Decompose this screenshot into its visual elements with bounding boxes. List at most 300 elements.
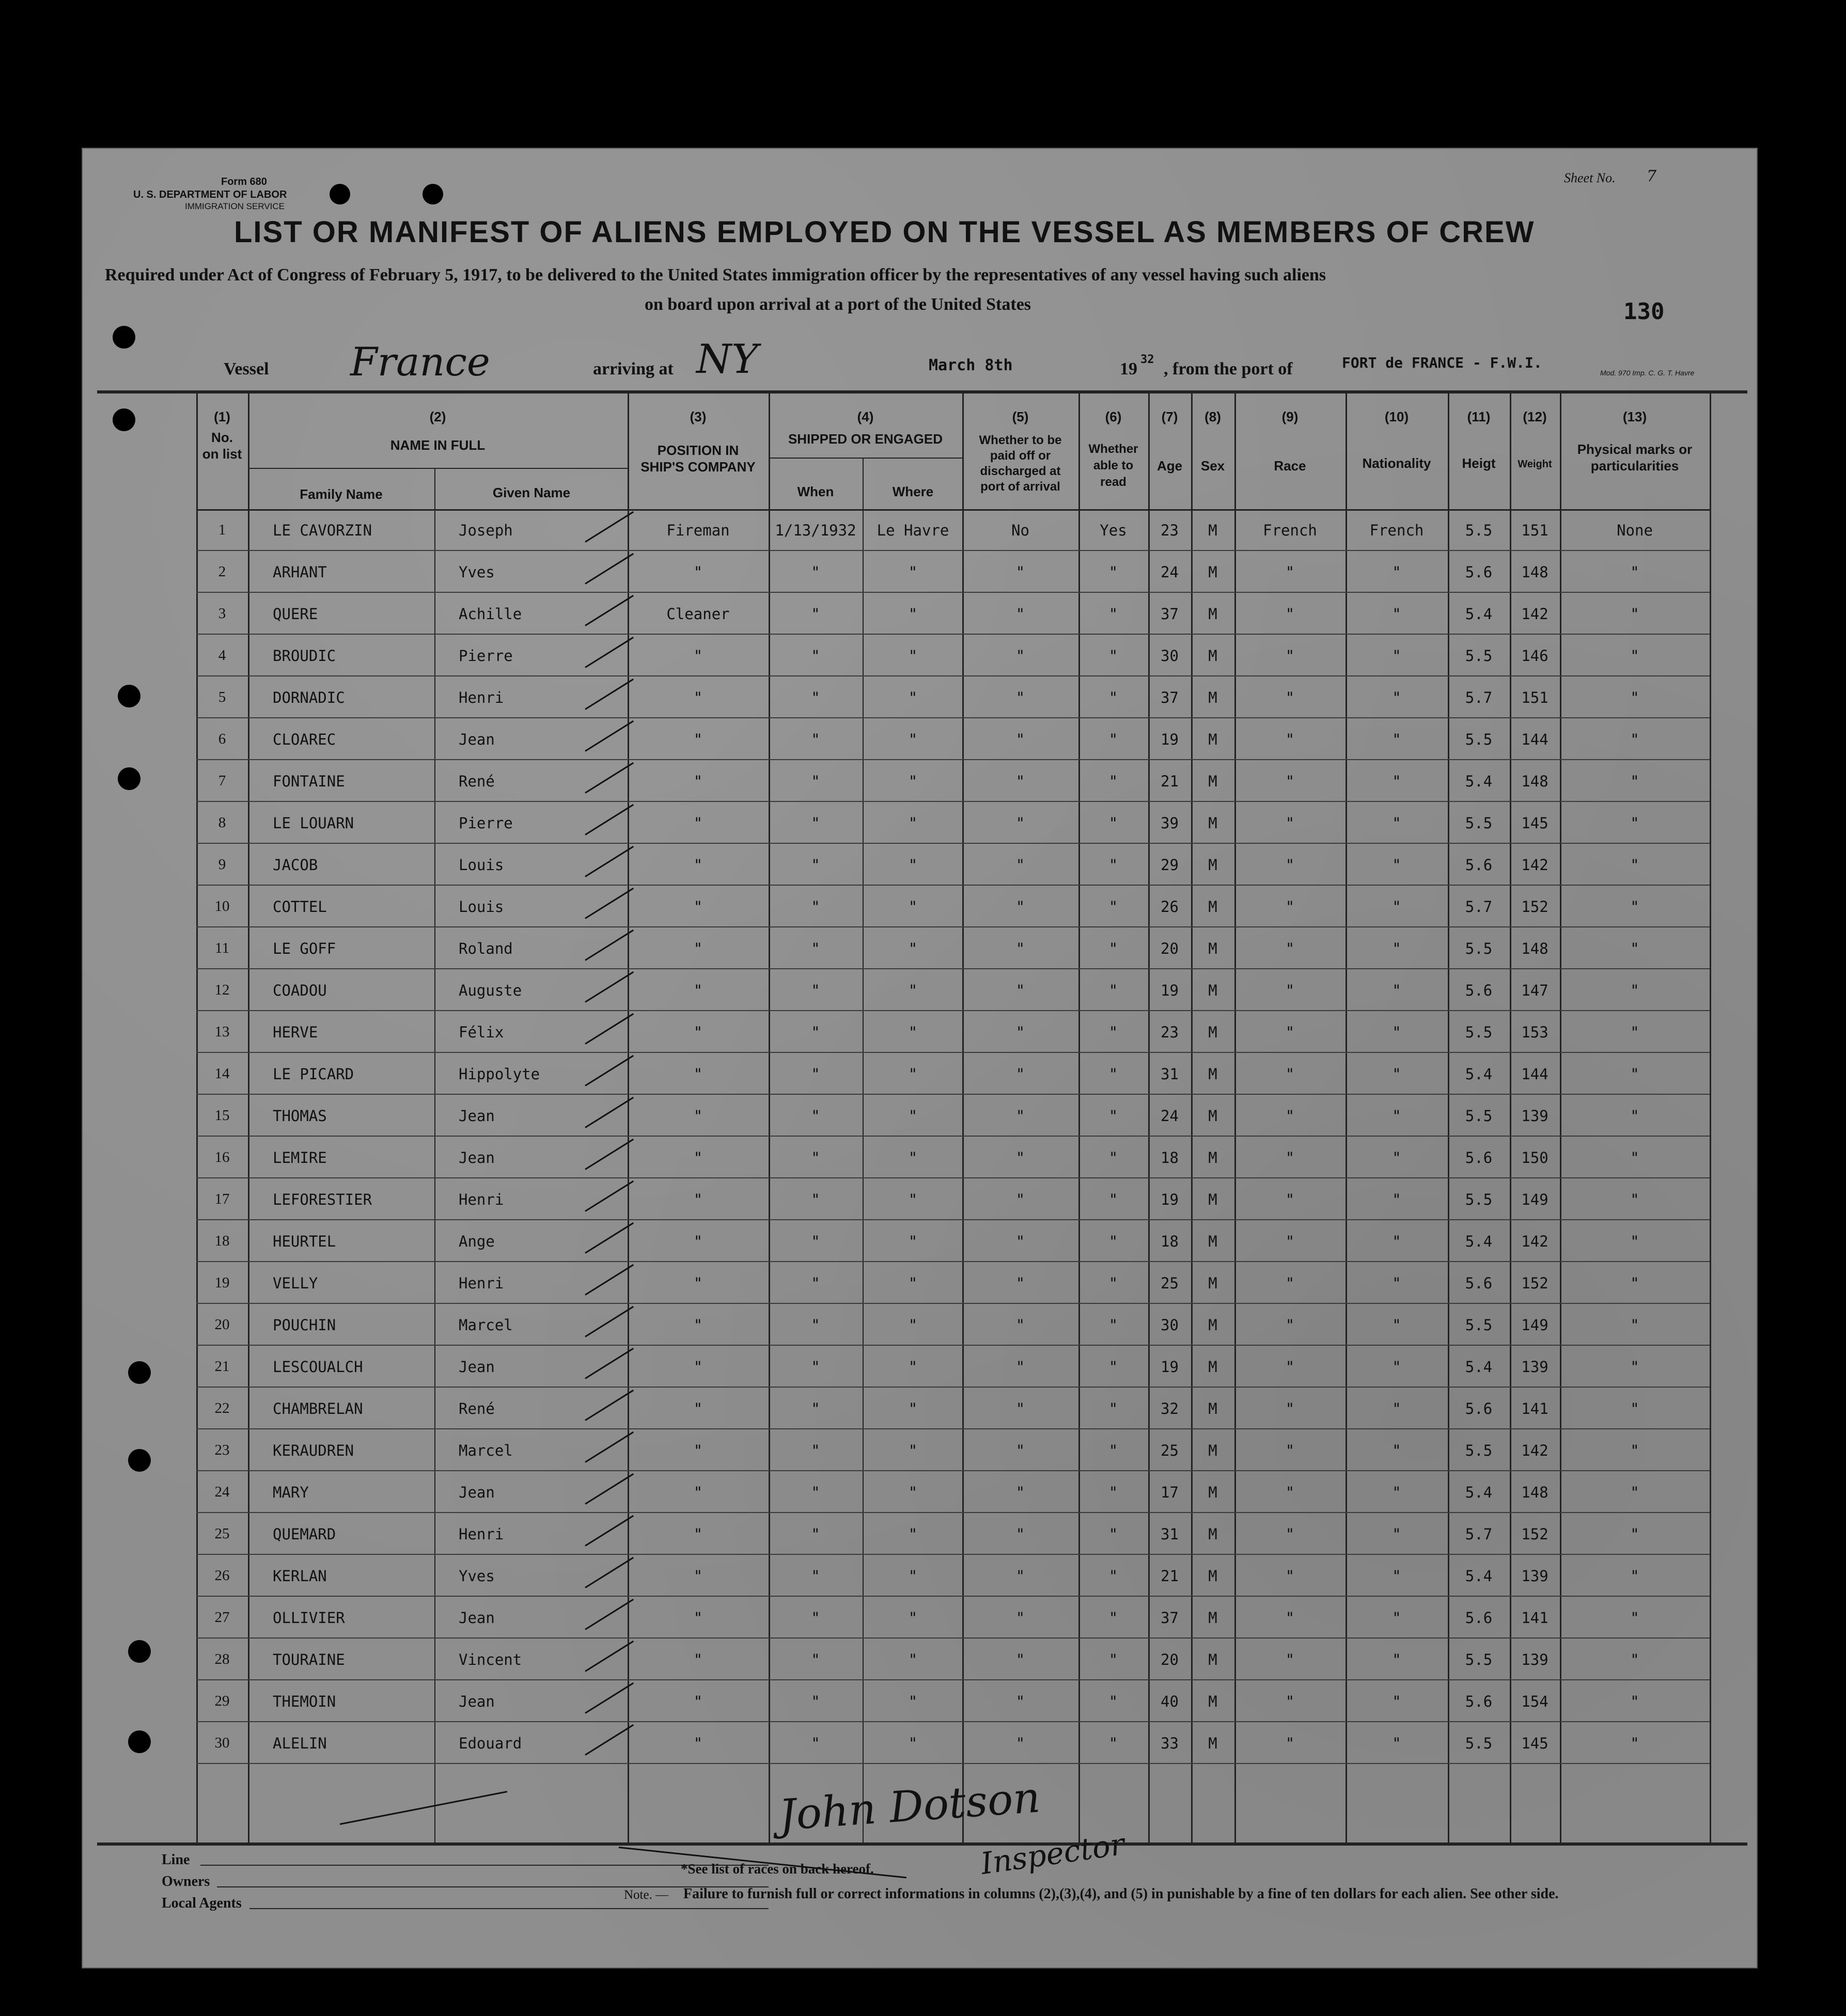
row-rule [196, 1763, 1710, 1764]
cell-position: " [693, 1609, 703, 1627]
cell-where: " [908, 1567, 918, 1585]
cell-age: 20 [1161, 1650, 1179, 1668]
cell-no: 3 [218, 605, 226, 622]
cell-when: " [811, 730, 820, 748]
cell-when: " [811, 1107, 820, 1125]
cell-position: " [693, 981, 703, 999]
cell-height: 5.4 [1465, 1483, 1493, 1501]
cell-position: " [693, 1567, 703, 1585]
cell-when: " [811, 814, 820, 832]
check-stroke [585, 888, 634, 919]
cell-marks: " [1630, 856, 1639, 874]
cell-sex: M [1208, 1567, 1217, 1585]
table-row [82, 1137, 1758, 1178]
cell-height: 5.5 [1465, 814, 1493, 832]
cell-given: Joseph [459, 521, 513, 539]
cell-where: " [908, 1441, 918, 1459]
cell-given: Marcel [459, 1316, 513, 1334]
cell-marks: " [1630, 1148, 1639, 1167]
cell-no: 13 [214, 1023, 230, 1040]
cell-given: Louis [459, 856, 504, 874]
cell-position: " [693, 1441, 703, 1459]
cell-read: " [1108, 1567, 1118, 1585]
cell-age: 19 [1161, 730, 1179, 748]
cell-age: 32 [1161, 1399, 1179, 1418]
col9-number: (9) [1281, 409, 1299, 424]
table-row [82, 802, 1758, 844]
cell-sex: M [1208, 1065, 1217, 1083]
cell-sex: M [1208, 1107, 1217, 1125]
cell-height: 5.5 [1465, 1023, 1493, 1041]
cell-read: " [1108, 1316, 1118, 1334]
cell-no: 29 [214, 1693, 230, 1709]
cell-when: 1/13/1932 [775, 521, 856, 539]
check-stroke [585, 1473, 634, 1505]
note-text: Failure to furnish full or correct informations in columns (2),(3),(4), and (5) in punishable by a fine of ten dollars for each alien. See other side. [683, 1886, 1559, 1902]
cell-age: 37 [1161, 605, 1179, 623]
cell-no: 1 [218, 522, 226, 538]
table-row [82, 1053, 1758, 1095]
cell-no: 26 [214, 1567, 230, 1584]
cell-age: 39 [1161, 814, 1179, 832]
cell-when: " [811, 1650, 820, 1668]
cell-paid-off: " [1015, 897, 1025, 916]
col1-header: No. on list [202, 430, 242, 462]
cell-sex: M [1208, 1483, 1217, 1501]
check-stroke [585, 1348, 634, 1379]
cell-race: " [1285, 1274, 1295, 1292]
cell-sex: M [1208, 647, 1217, 665]
cell-position: " [693, 1483, 703, 1501]
cell-paid-off: " [1015, 1692, 1025, 1710]
cell-marks: " [1630, 1358, 1639, 1376]
races-note: *See list of races on back hereof. [681, 1861, 874, 1877]
col8-header: Sex [1200, 458, 1225, 474]
cell-given: Henri [459, 1274, 504, 1292]
cell-age: 31 [1161, 1065, 1179, 1083]
cell-paid-off: " [1015, 605, 1025, 623]
cell-where: " [908, 563, 918, 581]
cell-read: " [1108, 1525, 1118, 1543]
cell-weight: 141 [1521, 1609, 1548, 1627]
cell-marks: " [1630, 1399, 1639, 1418]
cell-race: " [1285, 605, 1295, 623]
cell-when: " [811, 1190, 820, 1208]
department-label: U. S. DEPARTMENT OF LABOR [133, 189, 287, 200]
cell-where: " [908, 772, 918, 790]
cell-family: DORNADIC [273, 688, 345, 706]
cell-no: 4 [218, 647, 226, 664]
cell-nationality: " [1392, 1148, 1401, 1167]
cell-given: Achille [459, 605, 522, 623]
cell-height: 5.4 [1465, 1567, 1493, 1585]
cell-height: 5.6 [1465, 1274, 1493, 1292]
cell-no: 19 [214, 1274, 230, 1291]
cell-weight: 142 [1521, 1232, 1548, 1250]
cell-read: " [1108, 897, 1118, 916]
check-stroke [585, 804, 634, 836]
cell-weight: 152 [1521, 897, 1548, 916]
cell-given: Hippolyte [459, 1065, 540, 1083]
cell-family: THEMOIN [273, 1692, 336, 1710]
cell-age: 19 [1161, 981, 1179, 999]
cell-when: " [811, 1441, 820, 1459]
cell-marks: " [1630, 772, 1639, 790]
cell-family: LE CAVORZIN [273, 521, 372, 539]
cell-nationality: " [1392, 897, 1401, 916]
col4-number: (4) [857, 409, 874, 424]
cell-position: " [693, 1525, 703, 1543]
col5-number: (5) [1012, 409, 1029, 424]
cell-sex: M [1208, 1399, 1217, 1418]
cell-marks: " [1630, 1065, 1639, 1083]
cell-sex: M [1208, 1274, 1217, 1292]
check-stroke [585, 553, 634, 585]
cell-no: 6 [218, 731, 226, 747]
cell-where: " [908, 1650, 918, 1668]
cell-read: " [1108, 1441, 1118, 1459]
table-top-rule [97, 390, 1747, 393]
cell-marks: " [1630, 897, 1639, 916]
col2a-header: Family Name [300, 486, 383, 502]
cell-when: " [811, 1065, 820, 1083]
cell-height: 5.5 [1465, 1650, 1493, 1668]
cell-marks: " [1630, 1107, 1639, 1125]
cell-read: " [1108, 981, 1118, 999]
cell-read: " [1108, 647, 1118, 665]
cell-position: " [693, 1148, 703, 1167]
cell-read: " [1108, 1190, 1118, 1208]
cell-no: 25 [214, 1525, 230, 1542]
cell-age: 25 [1161, 1274, 1179, 1292]
col4b-header: Where [892, 484, 934, 499]
cell-where: " [908, 1525, 918, 1543]
cell-race: " [1285, 1650, 1295, 1668]
col10-header: Nationality [1362, 455, 1431, 471]
arriving-label: arriving at [593, 359, 674, 379]
cell-family: VELLY [273, 1274, 318, 1292]
cell-paid-off: " [1015, 1567, 1025, 1585]
cell-age: 33 [1161, 1734, 1179, 1752]
cell-sex: M [1208, 939, 1217, 957]
cell-given: Yves [459, 563, 495, 581]
col5-header: Whether to be paid off or discharged at port of arrival [979, 433, 1062, 494]
cell-position: " [693, 814, 703, 832]
cell-position: " [693, 1399, 703, 1418]
cell-paid-off: " [1015, 1650, 1025, 1668]
cell-family: THOMAS [273, 1107, 327, 1125]
cell-weight: 148 [1521, 939, 1548, 957]
cell-nationality: " [1392, 688, 1401, 706]
cell-where: " [908, 730, 918, 748]
cell-age: 17 [1161, 1483, 1179, 1501]
cell-weight: 148 [1521, 1483, 1548, 1501]
cell-when: " [811, 1232, 820, 1250]
cell-no: 16 [214, 1149, 230, 1166]
arrival-date: March 8th [929, 356, 1013, 374]
year-suffix: 32 [1140, 353, 1154, 366]
cell-weight: 139 [1521, 1567, 1548, 1585]
cell-no: 21 [214, 1358, 230, 1375]
cell-race: " [1285, 730, 1295, 748]
cell-nationality: " [1392, 1567, 1401, 1585]
cell-paid-off: " [1015, 814, 1025, 832]
cell-read: " [1108, 1274, 1118, 1292]
check-stroke [585, 930, 634, 961]
table-row [82, 1011, 1758, 1053]
cell-sex: M [1208, 1023, 1217, 1041]
cell-family: LESCOUALCH [273, 1358, 363, 1376]
cell-age: 37 [1161, 688, 1179, 706]
cell-read: " [1108, 1358, 1118, 1376]
cell-race: " [1285, 814, 1295, 832]
col13-header: Physical marks or particularities [1577, 442, 1693, 474]
cell-where: " [908, 939, 918, 957]
form-number: Form 680 [221, 176, 267, 187]
col3-header: POSITION IN SHIP'S COMPANY [640, 443, 756, 475]
check-stroke [585, 720, 634, 752]
cell-given: Jean [459, 1692, 495, 1710]
col3-number: (3) [690, 409, 707, 424]
cell-sex: M [1208, 1190, 1217, 1208]
cell-position: " [693, 772, 703, 790]
cell-given: René [459, 1399, 495, 1418]
cell-paid-off: " [1015, 688, 1025, 706]
cell-given: Henri [459, 1190, 504, 1208]
cell-when: " [811, 1399, 820, 1418]
cell-height: 5.6 [1465, 981, 1493, 999]
cell-paid-off: " [1015, 1190, 1025, 1208]
cell-read: " [1108, 1232, 1118, 1250]
cell-race: French [1263, 521, 1317, 539]
cell-height: 5.6 [1465, 1148, 1493, 1167]
cell-weight: 150 [1521, 1148, 1548, 1167]
cell-marks: " [1630, 647, 1639, 665]
cell-when: " [811, 856, 820, 874]
cell-paid-off: " [1015, 1316, 1025, 1334]
table-row [82, 886, 1758, 927]
cell-where: " [908, 1274, 918, 1292]
cell-given: Henri [459, 688, 504, 706]
cell-weight: 151 [1521, 521, 1548, 539]
cell-sex: M [1208, 772, 1217, 790]
subtitle-line-1: Required under Act of Congress of February 5, 1917, to be delivered to the United States immigration officer by the representatives of any vessel having such aliens [105, 265, 1326, 285]
cell-sex: M [1208, 688, 1217, 706]
cell-weight: 148 [1521, 772, 1548, 790]
cell-paid-off: " [1015, 1609, 1025, 1627]
cell-age: 23 [1161, 521, 1179, 539]
cell-height: 5.6 [1465, 563, 1493, 581]
check-stroke [585, 595, 634, 626]
cell-race: " [1285, 1148, 1295, 1167]
cell-height: 5.6 [1465, 1692, 1493, 1710]
cell-marks: " [1630, 1567, 1639, 1585]
cell-race: " [1285, 1190, 1295, 1208]
table-row [82, 1513, 1758, 1555]
cell-weight: 146 [1521, 647, 1548, 665]
cell-family: ALELIN [273, 1734, 327, 1752]
cell-when: " [811, 1316, 820, 1334]
cell-no: 18 [214, 1233, 230, 1249]
arriving-value: NY [696, 336, 758, 383]
cell-race: " [1285, 1567, 1295, 1585]
binder-hole [113, 326, 135, 349]
cell-marks: " [1630, 1650, 1639, 1668]
cell-sex: M [1208, 814, 1217, 832]
cell-nationality: " [1392, 1441, 1401, 1459]
cell-where: " [908, 856, 918, 874]
cell-family: LEMIRE [273, 1148, 327, 1167]
table-row [82, 1388, 1758, 1429]
cell-no: 2 [218, 563, 226, 580]
cell-family: JACOB [273, 856, 318, 874]
cell-sex: M [1208, 1148, 1217, 1167]
cell-position: " [693, 688, 703, 706]
cell-read: " [1108, 939, 1118, 957]
cell-when: " [811, 981, 820, 999]
sheet-label: Sheet No. [1564, 170, 1616, 185]
cell-given: Edouard [459, 1734, 522, 1752]
table-row [82, 509, 1758, 551]
cell-race: " [1285, 1358, 1295, 1376]
cell-paid-off: " [1015, 563, 1025, 581]
cell-no: 10 [214, 898, 230, 915]
binder-hole [330, 184, 350, 204]
cell-family: LEFORESTIER [273, 1190, 372, 1208]
cell-position: " [693, 1065, 703, 1083]
cell-position: " [693, 1232, 703, 1250]
vessel-value: France [350, 339, 490, 385]
cell-given: René [459, 772, 495, 790]
cell-race: " [1285, 981, 1295, 999]
table-row [82, 1639, 1758, 1680]
cell-height: 5.6 [1465, 856, 1493, 874]
cell-given: Vincent [459, 1650, 522, 1668]
cell-no: 12 [214, 982, 230, 998]
cell-paid-off: " [1015, 647, 1025, 665]
cell-position: " [693, 647, 703, 665]
cell-when: " [811, 1483, 820, 1501]
cell-when: " [811, 688, 820, 706]
cell-position: " [693, 1734, 703, 1752]
cell-sex: M [1208, 1316, 1217, 1334]
check-stroke [585, 637, 634, 668]
cell-read: " [1108, 563, 1118, 581]
table-row [82, 1471, 1758, 1513]
cell-no: 11 [215, 940, 229, 956]
cell-weight: 139 [1521, 1650, 1548, 1668]
cell-sex: M [1208, 1232, 1217, 1250]
cell-where: " [908, 814, 918, 832]
cell-when: " [811, 563, 820, 581]
cell-sex: M [1208, 730, 1217, 748]
cell-where: " [908, 1483, 918, 1501]
cell-no: 15 [214, 1107, 230, 1124]
cell-read: " [1108, 730, 1118, 748]
sheet-number: 7 [1647, 167, 1657, 185]
cell-paid-off: " [1015, 1274, 1025, 1292]
check-stroke [585, 1180, 634, 1212]
table-row [82, 927, 1758, 969]
cell-race: " [1285, 772, 1295, 790]
cell-nationality: " [1392, 1525, 1401, 1543]
cell-age: 24 [1161, 1107, 1179, 1125]
cell-given: Jean [459, 1107, 495, 1125]
cell-family: BROUDIC [273, 647, 336, 665]
cell-marks: " [1630, 1023, 1639, 1041]
cell-where: " [908, 1609, 918, 1627]
cell-height: 5.4 [1465, 1065, 1493, 1083]
cell-marks: " [1630, 981, 1639, 999]
cell-race: " [1285, 897, 1295, 916]
check-stroke [585, 1222, 634, 1254]
cell-sex: M [1208, 1525, 1217, 1543]
cell-sex: M [1208, 563, 1217, 581]
cell-age: 24 [1161, 563, 1179, 581]
cell-given: Marcel [459, 1441, 513, 1459]
cell-no: 5 [218, 689, 226, 705]
cell-height: 5.5 [1465, 521, 1493, 539]
col2-header: NAME IN FULL [390, 437, 486, 453]
cell-family: TOURAINE [273, 1650, 345, 1668]
cell-age: 21 [1161, 772, 1179, 790]
col13-number: (13) [1622, 409, 1647, 424]
cell-where: " [908, 897, 918, 916]
cell-race: " [1285, 1609, 1295, 1627]
cell-no: 14 [214, 1065, 230, 1082]
cell-nationality: " [1392, 563, 1401, 581]
cell-family: CLOAREC [273, 730, 336, 748]
cell-marks: " [1630, 1734, 1639, 1752]
cell-where: Le Havre [877, 521, 949, 539]
table-row [82, 1304, 1758, 1346]
col12-number: (12) [1523, 409, 1547, 424]
table-row [82, 1680, 1758, 1722]
cell-height: 5.4 [1465, 1232, 1493, 1250]
page-title: LIST OR MANIFEST OF ALIENS EMPLOYED ON THE VESSEL AS MEMBERS OF CREW [234, 215, 1535, 249]
cell-read: " [1108, 688, 1118, 706]
cell-nationality: " [1392, 1483, 1401, 1501]
cell-marks: " [1630, 1232, 1639, 1250]
cell-paid-off: " [1015, 1148, 1025, 1167]
cell-no: 8 [218, 814, 226, 831]
cell-height: 5.7 [1465, 897, 1493, 916]
cell-weight: 152 [1521, 1274, 1548, 1292]
cell-read: " [1108, 1692, 1118, 1710]
cell-race: " [1285, 1692, 1295, 1710]
cell-nationality: " [1392, 1316, 1401, 1334]
cell-position: " [693, 1107, 703, 1125]
cell-where: " [908, 1065, 918, 1083]
cell-marks: " [1630, 1525, 1639, 1543]
cell-nationality: " [1392, 1692, 1401, 1710]
service-label: IMMIGRATION SERVICE [185, 201, 285, 211]
check-stroke [585, 1599, 634, 1630]
cell-read: " [1108, 814, 1118, 832]
check-stroke [585, 1515, 634, 1547]
cell-when: " [811, 1567, 820, 1585]
cell-given: Henri [459, 1525, 504, 1543]
cell-family: LE PICARD [273, 1065, 354, 1083]
cell-height: 5.4 [1465, 1358, 1493, 1376]
binder-hole [423, 184, 443, 204]
cell-weight: 149 [1521, 1316, 1548, 1334]
cell-no: 7 [218, 773, 226, 789]
cell-nationality: " [1392, 1734, 1401, 1752]
cell-weight: 142 [1521, 605, 1548, 623]
cell-nationality: " [1392, 730, 1401, 748]
check-stroke [585, 1139, 634, 1170]
